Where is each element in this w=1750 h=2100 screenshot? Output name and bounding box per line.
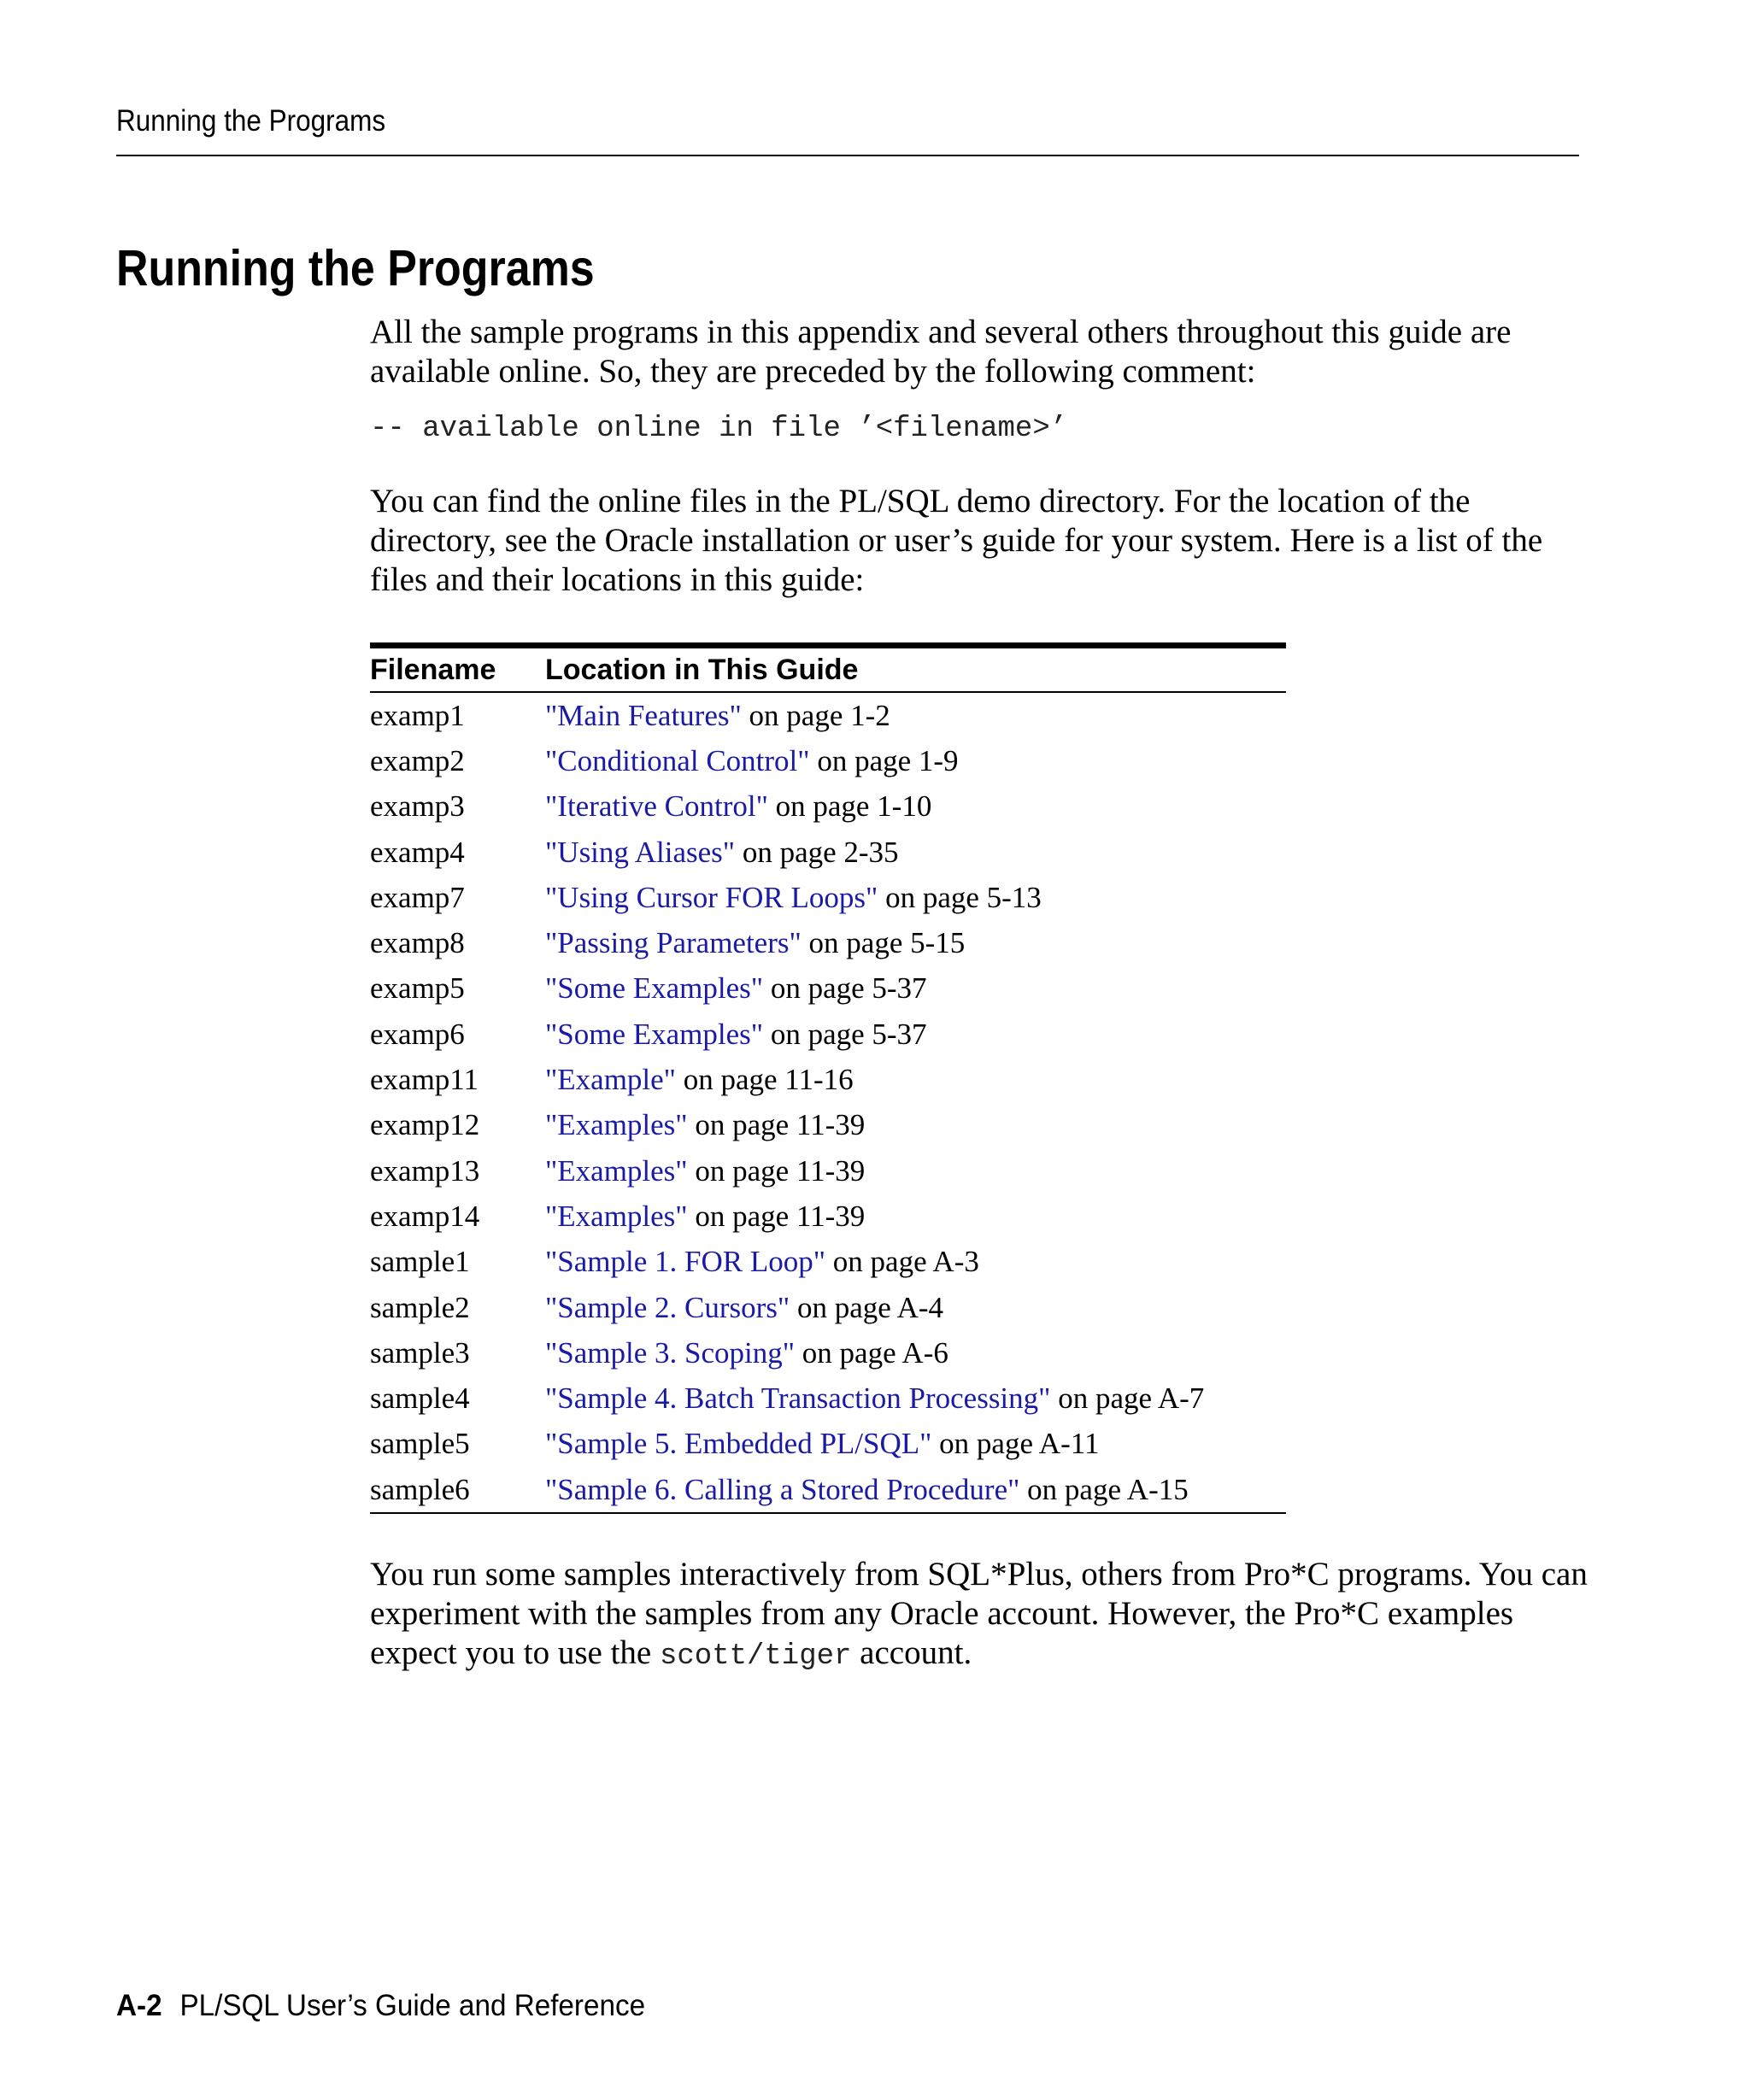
page-reference: on page A-4 bbox=[790, 1290, 944, 1324]
section-link[interactable]: "Passing Parameters" bbox=[545, 926, 802, 960]
page-reference: on page 11-39 bbox=[687, 1199, 866, 1233]
code-comment: -- available online in file ’<filename>’ bbox=[370, 413, 1068, 445]
filename-cell: sample6 bbox=[370, 1472, 470, 1506]
section-link[interactable]: "Sample 4. Batch Transaction Processing" bbox=[545, 1381, 1051, 1416]
section-link[interactable]: "Examples" bbox=[545, 1199, 688, 1233]
page-reference: on page 5-13 bbox=[878, 880, 1042, 914]
location-cell bbox=[545, 1376, 1286, 1421]
filename-cell: examp6 bbox=[370, 1017, 465, 1051]
page-reference: on page 5-15 bbox=[801, 926, 966, 960]
filename-cell: examp3 bbox=[370, 789, 465, 824]
filename-cell: sample3 bbox=[370, 1335, 470, 1370]
section-link[interactable]: "Some Examples" bbox=[545, 1017, 764, 1051]
location-paragraph: You can find the online files in the PL/SQL demo directory. For the location of the directory, see the Oracle installation or user’s guide for your system. Here is a list of the files and their locations in this guide: bbox=[370, 483, 1543, 598]
page-reference: on page 5-37 bbox=[763, 1017, 927, 1051]
section-title: Running the Programs bbox=[116, 240, 595, 296]
header-rule bbox=[116, 155, 1579, 156]
section-link[interactable]: "Iterative Control" bbox=[545, 789, 768, 824]
running-header: Running the Programs bbox=[116, 104, 386, 138]
location-cell bbox=[545, 830, 1286, 875]
filename-header: Filename bbox=[370, 646, 545, 693]
intro-paragraph: All the sample programs in this appendix and several others throughout this guide are available online. So, they are preceded by the following comment: bbox=[370, 314, 1512, 390]
filename-cell: examp7 bbox=[370, 880, 465, 914]
section-link[interactable]: "Sample 2. Cursors" bbox=[545, 1290, 790, 1324]
table-row bbox=[370, 1467, 1286, 1513]
location-cell bbox=[545, 1467, 1286, 1513]
table-row bbox=[370, 692, 1286, 738]
section-link[interactable]: "Sample 3. Scoping" bbox=[545, 1335, 796, 1370]
section-link[interactable]: "Sample 1. FOR Loop" bbox=[545, 1245, 826, 1279]
table-row bbox=[370, 1194, 1286, 1239]
table-row bbox=[370, 738, 1286, 783]
location-cell bbox=[545, 1148, 1286, 1194]
filename-cell: examp8 bbox=[370, 926, 465, 960]
table-row bbox=[370, 784, 1286, 830]
location-cell bbox=[545, 1422, 1286, 1467]
section-link[interactable]: "Some Examples" bbox=[545, 971, 764, 1006]
section-link[interactable]: "Examples" bbox=[545, 1108, 688, 1142]
page-reference: on page 5-37 bbox=[763, 971, 927, 1006]
page-number: A-2 bbox=[116, 1989, 162, 2022]
page-reference: on page A-7 bbox=[1050, 1381, 1205, 1416]
page-reference: on page 1-2 bbox=[741, 698, 890, 732]
section-link[interactable]: "Sample 6. Calling a Stored Procedure" bbox=[545, 1472, 1020, 1506]
location-cell bbox=[545, 920, 1286, 965]
filename-cell: sample1 bbox=[370, 1245, 470, 1279]
table-body bbox=[370, 692, 1286, 1513]
table-row bbox=[370, 830, 1286, 875]
closing-text-end: account. bbox=[851, 1634, 972, 1671]
table-row bbox=[370, 1240, 1286, 1285]
section-link[interactable]: "Conditional Control" bbox=[545, 743, 810, 777]
page-reference: on page A-15 bbox=[1019, 1472, 1189, 1506]
location-cell bbox=[545, 692, 1286, 738]
table-row bbox=[370, 966, 1286, 1012]
page-footer bbox=[116, 1989, 645, 2023]
table-header-row bbox=[370, 646, 1286, 693]
location-cell bbox=[545, 1012, 1286, 1057]
table-row bbox=[370, 1103, 1286, 1148]
filename-cell: examp13 bbox=[370, 1153, 480, 1188]
section-link[interactable]: "Using Cursor FOR Loops" bbox=[545, 880, 878, 914]
closing-paragraph bbox=[370, 1555, 1592, 1676]
table-row bbox=[370, 875, 1286, 920]
section-link[interactable]: "Examples" bbox=[545, 1153, 688, 1188]
page-reference: on page A-11 bbox=[931, 1427, 1100, 1461]
location-header: Location in This Guide bbox=[545, 646, 1286, 693]
page-reference: on page A-6 bbox=[795, 1335, 948, 1370]
table-row bbox=[370, 1012, 1286, 1057]
location-cell bbox=[545, 1057, 1286, 1102]
location-cell bbox=[545, 1194, 1286, 1239]
section-link[interactable]: "Main Features" bbox=[545, 698, 742, 732]
location-cell bbox=[545, 738, 1286, 783]
filename-cell: examp11 bbox=[370, 1063, 479, 1097]
section-link[interactable]: "Example" bbox=[545, 1063, 676, 1097]
filename-cell: sample2 bbox=[370, 1290, 470, 1324]
location-cell bbox=[545, 1103, 1286, 1148]
table-row bbox=[370, 1148, 1286, 1194]
closing-text-start: You run some samples interactively from SQL*Plus, others from Pro*C programs. You can experiment with the samples from any Oracle account. However, the Pro*C examples expect you to use the bbox=[370, 1556, 1588, 1671]
file-location-table bbox=[370, 642, 1286, 1514]
table-row bbox=[370, 1422, 1286, 1467]
location-cell bbox=[545, 1285, 1286, 1330]
filename-cell: examp12 bbox=[370, 1108, 480, 1142]
table-row bbox=[370, 1285, 1286, 1330]
table-row bbox=[370, 1376, 1286, 1421]
filename-cell: sample5 bbox=[370, 1427, 470, 1461]
section-link[interactable]: "Sample 5. Embedded PL/SQL" bbox=[545, 1427, 932, 1461]
page-reference: on page 1-10 bbox=[767, 789, 932, 824]
table-row bbox=[370, 920, 1286, 965]
location-cell bbox=[545, 875, 1286, 920]
location-cell bbox=[545, 1330, 1286, 1376]
table-row bbox=[370, 1330, 1286, 1376]
page-reference: on page 11-16 bbox=[675, 1063, 854, 1097]
filename-cell: examp14 bbox=[370, 1199, 480, 1233]
page-reference: on page 11-39 bbox=[687, 1108, 866, 1142]
section-link[interactable]: "Using Aliases" bbox=[545, 835, 736, 869]
page-reference: on page 2-35 bbox=[735, 835, 899, 869]
filename-cell: sample4 bbox=[370, 1381, 470, 1416]
page-reference: on page 11-39 bbox=[687, 1153, 866, 1188]
page-reference: on page 1-9 bbox=[809, 743, 959, 777]
table-row bbox=[370, 1057, 1286, 1102]
filename-cell: examp2 bbox=[370, 743, 465, 777]
location-cell bbox=[545, 1240, 1286, 1285]
page-reference: on page A-3 bbox=[825, 1245, 979, 1279]
book-title: PL/SQL User’s Guide and Reference bbox=[179, 1989, 646, 2022]
location-cell bbox=[545, 966, 1286, 1012]
location-cell bbox=[545, 784, 1286, 830]
filename-cell: examp5 bbox=[370, 971, 465, 1006]
account-code: scott/tiger bbox=[659, 1640, 852, 1673]
filename-cell: examp1 bbox=[370, 698, 465, 732]
filename-cell: examp4 bbox=[370, 835, 465, 869]
